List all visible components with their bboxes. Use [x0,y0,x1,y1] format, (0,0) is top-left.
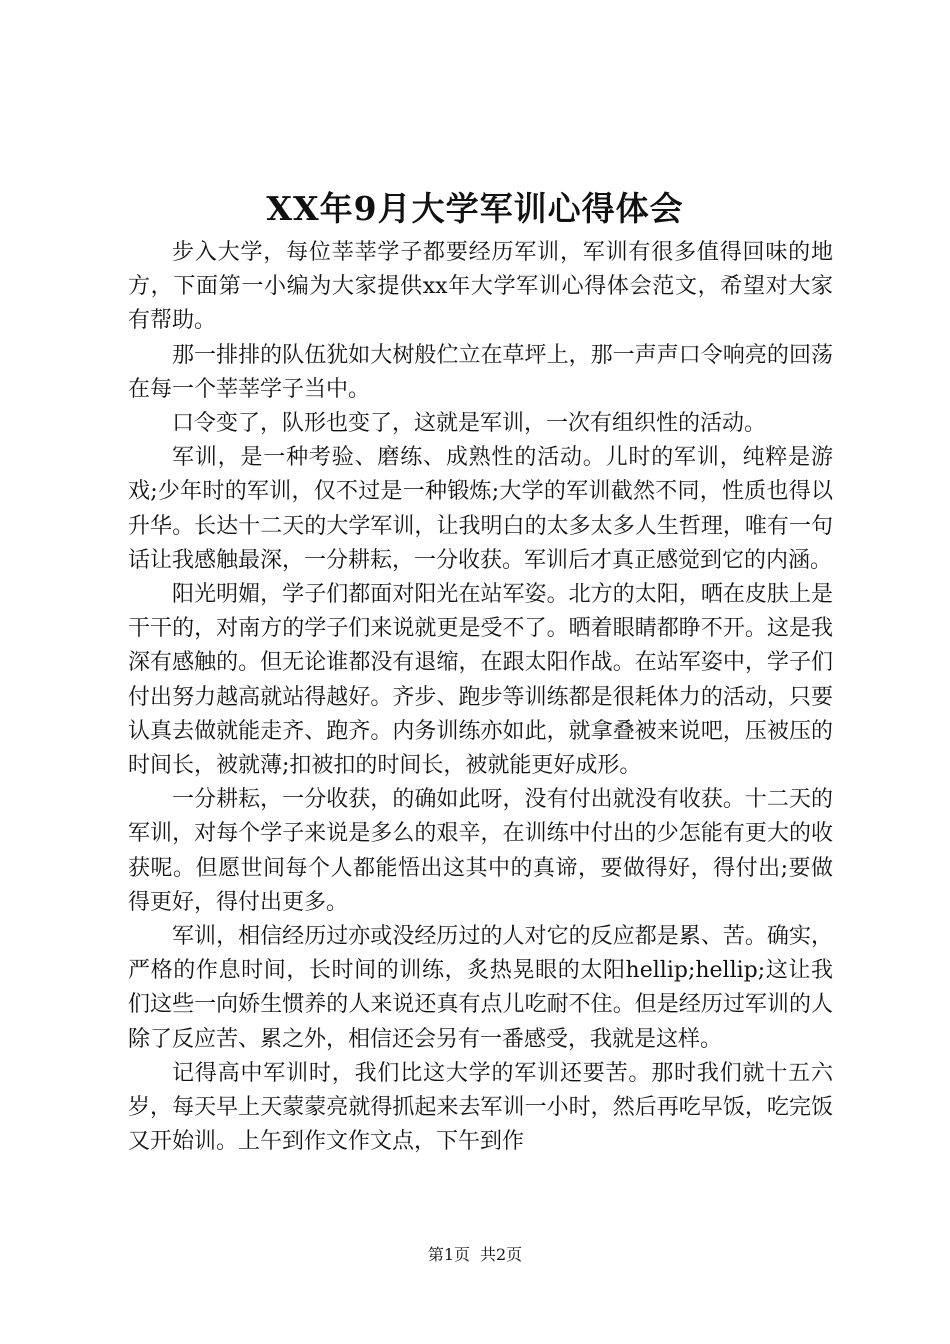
paragraph: 步入大学，每位莘莘学子都要经历军训，军训有很多值得回味的地方，下面第一小编为大家提供xx年大学军训心得体会范文，希望对大家有帮助。 [128,240,833,334]
paragraph: 口令变了，队形也变了，这就是军训，一次有组织性的活动。 [172,411,767,437]
paragraph: 军训，相信经历过亦或没经历过的人对它的反应都是累、苦。确实，严格的作息时间，长时间的训练，炙热晃眼的太阳hellip;hellip;这让我们这些一向娇生惯养的人来说还真有点儿吃耐不住。但是经历过军训的人除了反应苦、累之外，相信还会另有一番感受，我就是这样。 [128,924,833,1052]
page-number-total: 共2页 [480,1245,523,1264]
paragraph: 一分耕耘，一分收获，的确如此呀，没有付出就没有收获。十二天的军训，对每个学子来说是多么的艰辛，在训练中付出的少怎能有更大的收获呢。但愿世间每个人都能悟出这其中的真谛，要做得好，得付出;要做得更好，得付出更多。 [128,787,833,915]
document-title: XX年9月大学军训心得体会 [266,189,684,228]
document-body [128,236,833,1159]
paragraph: 军训，是一种考验、磨练、成熟性的活动。儿时的军训，纯粹是游戏;少年时的军训，仅不过是一种锻炼;大学的军训截然不同，性质也得以升华。长达十二天的大学军训，让我明白的太多太多人生哲理，唯有一句话让我感触最深，一分耕耘，一分收获。军训后才真正感觉到它的内涵。 [128,445,833,573]
page-number-current: 第1页 [427,1245,470,1264]
paragraph: 那一排排的队伍犹如大树般伫立在草坪上，那一声声口令响亮的回荡在每一个莘莘学子当中。 [128,342,833,402]
paragraph: 记得高中军训时，我们比这大学的军训还要苦。那时我们就十五六岁，每天早上天蒙蒙亮就得抓起来去军训一小时，然后再吃早饭，吃完饭又开始训。上午到作文作文点，下午到作 [128,1060,833,1155]
page-footer [0,1243,950,1267]
paragraph: 阳光明媚，学子们都面对阳光在站军姿。北方的太阳，晒在皮肤上是干干的，对南方的学子们来说就更是受不了。晒着眼睛都睁不开。这是我深有感触的。但无论谁都没有退缩，在跟太阳作战。在站军姿中，学子们付出努力越高就站得越好。齐步、跑步等训练都是很耗体力的活动，只要认真去做就能走齐、跑齐。内务训练亦如此，就拿叠被来说吧，压被压的时间长，被就薄;扣被扣的时间长，被就能更好成形。 [128,582,833,779]
